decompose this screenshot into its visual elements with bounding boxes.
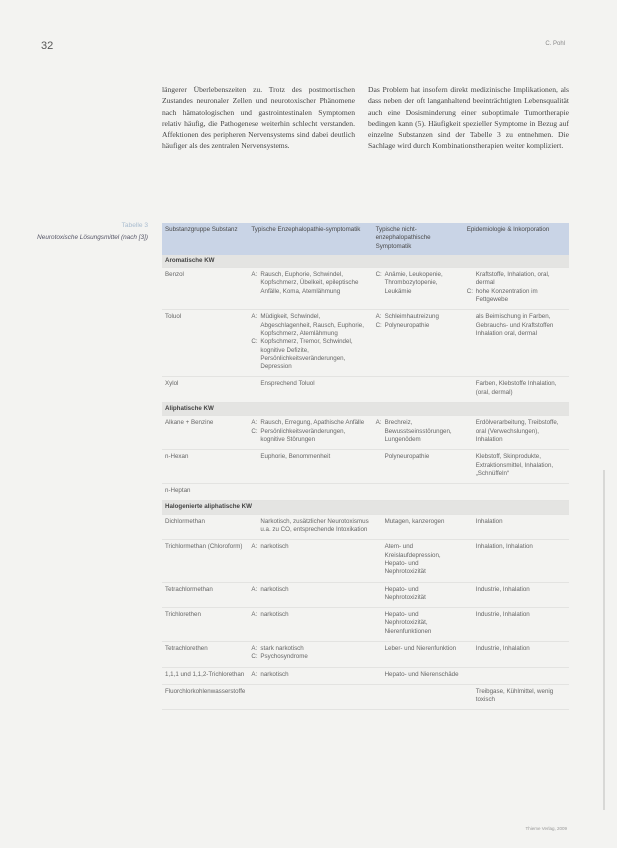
table-row <box>162 377 569 403</box>
section-row <box>162 403 569 416</box>
typical-cell <box>248 377 372 403</box>
epidemiology-cell <box>464 377 569 403</box>
item-label <box>467 645 476 653</box>
cell-item <box>251 338 369 371</box>
typical-cell <box>248 484 372 501</box>
item-text: stark narkotisch <box>260 644 304 652</box>
item-label: C: <box>251 427 258 435</box>
item-label <box>467 586 476 594</box>
item-label <box>376 611 385 636</box>
epidemiology-cell <box>464 667 569 684</box>
cell-item <box>251 380 369 388</box>
cell-item <box>251 671 369 679</box>
typical-cell <box>248 450 372 484</box>
item-label: A: <box>251 644 258 652</box>
item-label: C: <box>251 653 258 661</box>
item-text: Euphorie, Benommenheit <box>260 453 331 461</box>
item-text: Müdigkeit, Schwindel, Abgeschlagenheit, Rausch, Euphorie, Kopfschmerz, Atemlähmung <box>260 313 364 337</box>
cell-item <box>251 428 369 445</box>
item-label <box>251 518 260 535</box>
item-label <box>376 586 385 603</box>
header-epidemiology: Epidemiologie & Inkorporation <box>464 223 569 255</box>
item-text: Polyneuropathie <box>384 321 430 329</box>
item-text: Industrie, Inhalation <box>475 585 530 593</box>
intro-left-text: längerer Überlebenszeiten zu. Trotz des postmortischen Zustandes neuronaler Zellen und neurotoxischer Phänomene nach hämatologischen und gastrointestinalen Symptomen relativ häufig, die Pathogenese weiterhin schlecht verstanden. Affektionen des peripheren Nervensystems sind dabei deutlich häufiger als des zentralen Nervensystems. <box>162 85 355 151</box>
item-text: Brechreiz, Bewusstseinsstörungen, Lungenödem <box>384 419 452 443</box>
table-row <box>162 684 569 710</box>
substance-cell: Tetrachlorethen <box>162 641 248 667</box>
table-row <box>162 641 569 667</box>
item-text: Kraftstoffe, Inhalation, oral, dermal <box>475 271 550 287</box>
epidemiology-cell <box>464 582 569 608</box>
typical-cell <box>248 667 372 684</box>
cell-item <box>376 671 461 679</box>
item-text: Anämie, Leukopenie, Thrombozytopenie, Leukämie <box>384 271 443 295</box>
section-row <box>162 501 569 514</box>
epidemiology-cell <box>464 608 569 642</box>
substance-cell: Tetrachlormethan <box>162 582 248 608</box>
table-number: Tabelle 3 <box>121 222 148 229</box>
item-text: Hepato- und Nephrotoxizität <box>384 585 426 601</box>
cell-item <box>376 645 461 653</box>
typical-cell <box>248 582 372 608</box>
cell-item <box>376 322 461 330</box>
table-row <box>162 667 569 684</box>
cell-item <box>251 586 369 594</box>
nontypical-cell <box>373 582 464 608</box>
table-row <box>162 582 569 608</box>
header-typical: Typische Enzephalopathie-symptomatik <box>248 223 372 255</box>
cell-item <box>251 543 369 551</box>
solvent-table <box>162 223 569 710</box>
cell-item <box>467 518 566 526</box>
item-text: als Beimischung in Farben, Gebrauchs- und Kraftstoffen Inhalation oral, dermal <box>475 313 554 337</box>
item-text: Farben, Klebstoffe Inhalation, (oral, dermal) <box>475 380 557 396</box>
item-label: A: <box>251 313 258 321</box>
cell-item <box>467 611 566 619</box>
section-title: Halogenierte aliphatische KW <box>162 501 569 514</box>
item-label <box>376 671 385 679</box>
item-text: Rausch, Euphorie, Schwindel, Kopfschmerz, Übelkeit, epileptische Anfälle, Koma, Atemlähmung <box>260 271 359 295</box>
section-title: Aliphatische KW <box>162 403 569 416</box>
nontypical-cell <box>373 484 464 501</box>
nontypical-cell <box>373 540 464 582</box>
typical-cell <box>248 268 372 310</box>
item-text: Schleimhautreizung <box>384 313 439 321</box>
nontypical-cell <box>373 667 464 684</box>
item-label: A: <box>251 271 258 279</box>
item-label: A: <box>251 543 258 551</box>
cell-item <box>467 586 566 594</box>
intro-left-column <box>162 84 355 152</box>
item-label: C: <box>466 287 473 295</box>
substance-cell: Alkane + Benzine <box>162 416 248 450</box>
cell-item <box>251 271 369 296</box>
cell-item <box>251 518 369 535</box>
page-edge-shadow <box>603 470 605 810</box>
nontypical-cell <box>373 514 464 540</box>
epidemiology-cell <box>464 540 569 582</box>
typical-cell <box>248 608 372 642</box>
cell-item <box>376 586 461 603</box>
cell-item <box>251 653 369 661</box>
item-text: narkotisch <box>260 670 289 678</box>
epidemiology-cell <box>464 684 569 710</box>
cell-item <box>467 288 566 305</box>
running-header: C. Pohl <box>545 41 565 47</box>
item-label <box>376 645 385 653</box>
epidemiology-cell <box>464 416 569 450</box>
item-label <box>376 453 385 461</box>
cell-item <box>251 611 369 619</box>
item-label: C: <box>251 338 258 346</box>
cell-item <box>467 645 566 653</box>
nontypical-cell <box>373 608 464 642</box>
item-label <box>376 543 385 576</box>
item-label <box>376 518 385 526</box>
item-label: A: <box>251 670 258 678</box>
item-text: Mutagen, kanzerogen <box>384 517 445 525</box>
item-text: Hepato- und Nierenschäde <box>384 670 459 678</box>
item-text: Polyneuropathie <box>384 453 430 461</box>
cell-item <box>467 543 566 551</box>
typical-cell <box>248 540 372 582</box>
epidemiology-cell <box>464 450 569 484</box>
item-label <box>467 419 476 444</box>
header-nontypical: Typische nicht-enzephalopathische Symptomatik <box>373 223 464 255</box>
cell-item <box>467 380 566 397</box>
substance-cell: Toluol <box>162 310 248 377</box>
table-header-row <box>162 223 569 255</box>
cell-item <box>376 419 461 444</box>
item-text: Leber- und Nierenfunktion <box>384 644 457 652</box>
item-text: Industrie, Inhalation <box>475 644 530 652</box>
typical-cell <box>248 684 372 710</box>
item-text: Erdölverarbeitung, Treibstoffe, oral (Verwechslungen), Inhalation <box>475 419 559 443</box>
intro-right-text: Das Problem hat insofern direkt medizinische Implikationen, als dass neben der oft langanhaltend beeinträchtigten Lebensqualität auch eine Dosisminderung einer suboptimale Tumortherapie bedingen kann (5). Häufigkeit spezieller Symptome in Bezug auf einzelne Substanzen sind der Tabelle 3 zu entnehmen. Die Sachlage wird durch Kombinationstherapien weiter kompliziert. <box>368 85 569 151</box>
cell-item <box>467 453 566 478</box>
item-text: narkotisch <box>260 611 289 619</box>
item-label <box>467 518 476 526</box>
epidemiology-cell <box>464 310 569 377</box>
table-row <box>162 268 569 310</box>
nontypical-cell <box>373 310 464 377</box>
substance-cell: n-Heptan <box>162 484 248 501</box>
table-row <box>162 484 569 501</box>
item-label <box>467 313 476 338</box>
item-label <box>467 611 476 619</box>
nontypical-cell <box>373 268 464 310</box>
item-text: Inhalation, Inhalation <box>475 543 533 551</box>
epidemiology-cell <box>464 268 569 310</box>
item-text: Inhalation <box>475 517 503 525</box>
item-text: narkotisch <box>260 585 289 593</box>
table-row <box>162 540 569 582</box>
substance-cell: 1,1,1 und 1,1,2-Trichlorethan <box>162 667 248 684</box>
typical-cell <box>248 310 372 377</box>
nontypical-cell <box>373 684 464 710</box>
item-text: Industrie, Inhalation <box>475 611 530 619</box>
table-row <box>162 416 569 450</box>
typical-cell <box>248 416 372 450</box>
cell-item <box>376 518 461 526</box>
cell-item <box>376 453 461 461</box>
item-text: Hepato- und Nephrotoxizität, Nierenfunktionen <box>384 611 432 635</box>
table-row <box>162 450 569 484</box>
substance-cell: Benzol <box>162 268 248 310</box>
item-text: Persönlichkeitsveränderungen, kognitive Störungen <box>260 427 346 443</box>
item-label <box>251 380 260 388</box>
epidemiology-cell <box>464 484 569 501</box>
epidemiology-cell <box>464 641 569 667</box>
item-text: Kopfschmerz, Tremor, Schwindel, kognitive Defizite, Persönlichkeitsveränderungen, Depression <box>260 338 353 371</box>
cell-item <box>251 313 369 338</box>
nontypical-cell <box>373 416 464 450</box>
item-label <box>251 453 260 461</box>
cell-item <box>376 271 461 296</box>
item-label <box>467 380 476 397</box>
item-label: C: <box>375 321 382 329</box>
item-text: Atem- und Kreislaufdepression, Hepato- und Nephrotoxizität <box>384 543 441 576</box>
item-text: narkotisch <box>260 543 289 551</box>
item-label: A: <box>375 313 382 321</box>
epidemiology-cell <box>464 514 569 540</box>
item-text: Ensprechend Toluol <box>260 380 315 388</box>
item-text: Klebstoff, Skinprodukte, Extraktionsmittel, Inhalation, „Schnüffeln“ <box>475 453 554 477</box>
cell-item <box>467 271 566 288</box>
table-title: Neurotoxische Lösungsmittel (nach [3]) <box>37 234 148 241</box>
table-row <box>162 310 569 377</box>
substance-cell: n-Hexan <box>162 450 248 484</box>
cell-item <box>376 313 461 321</box>
item-label: A: <box>251 585 258 593</box>
typical-cell <box>248 641 372 667</box>
item-label <box>467 453 476 478</box>
item-label: A: <box>251 611 258 619</box>
cell-item <box>376 543 461 576</box>
cell-item <box>376 611 461 636</box>
nontypical-cell <box>373 377 464 403</box>
footer: Thieme Verlag, 2009 <box>525 826 567 831</box>
item-text: Treibgase, Kühlmittel, wenig toxisch <box>475 687 554 704</box>
item-label <box>467 271 476 288</box>
item-label: A: <box>375 419 382 427</box>
item-label: A: <box>251 419 258 427</box>
typical-cell <box>248 514 372 540</box>
cell-item <box>467 419 566 444</box>
cell-item <box>251 453 369 461</box>
table-row <box>162 608 569 642</box>
table-body <box>162 255 569 710</box>
item-label <box>467 543 476 551</box>
substance-cell: Trichlorethen <box>162 608 248 642</box>
header-substance: Substanzgruppe Substanz <box>162 223 248 255</box>
substance-cell: Trichlormethan (Chloroform) <box>162 540 248 582</box>
nontypical-cell <box>373 641 464 667</box>
cell-item <box>467 313 566 338</box>
item-text: Narkotisch, zusätzlicher Neurotoxismus u.a. zu CO, entsprechende Intoxikation <box>260 517 369 534</box>
nontypical-cell <box>373 450 464 484</box>
page-number: 32 <box>41 40 54 52</box>
item-text: hohe Konzentration im Fettgewebe <box>475 287 538 304</box>
item-text: Psychosyndrome <box>260 653 308 661</box>
table-caption <box>0 222 148 242</box>
substance-cell: Dichlormethan <box>162 514 248 540</box>
section-title: Aromatische KW <box>162 255 569 268</box>
cell-item <box>251 419 369 427</box>
cell-item <box>251 645 369 653</box>
intro-right-column <box>368 84 569 152</box>
substance-cell: Fluorchlorkohlenwasserstoffe <box>162 684 248 710</box>
cell-item <box>467 688 566 705</box>
substance-cell: Xylol <box>162 377 248 403</box>
item-label: C: <box>375 271 382 279</box>
item-text: Rausch, Erregung, Apathische Anfälle <box>260 419 365 427</box>
section-row <box>162 255 569 268</box>
item-label <box>467 688 476 705</box>
table-row <box>162 514 569 540</box>
